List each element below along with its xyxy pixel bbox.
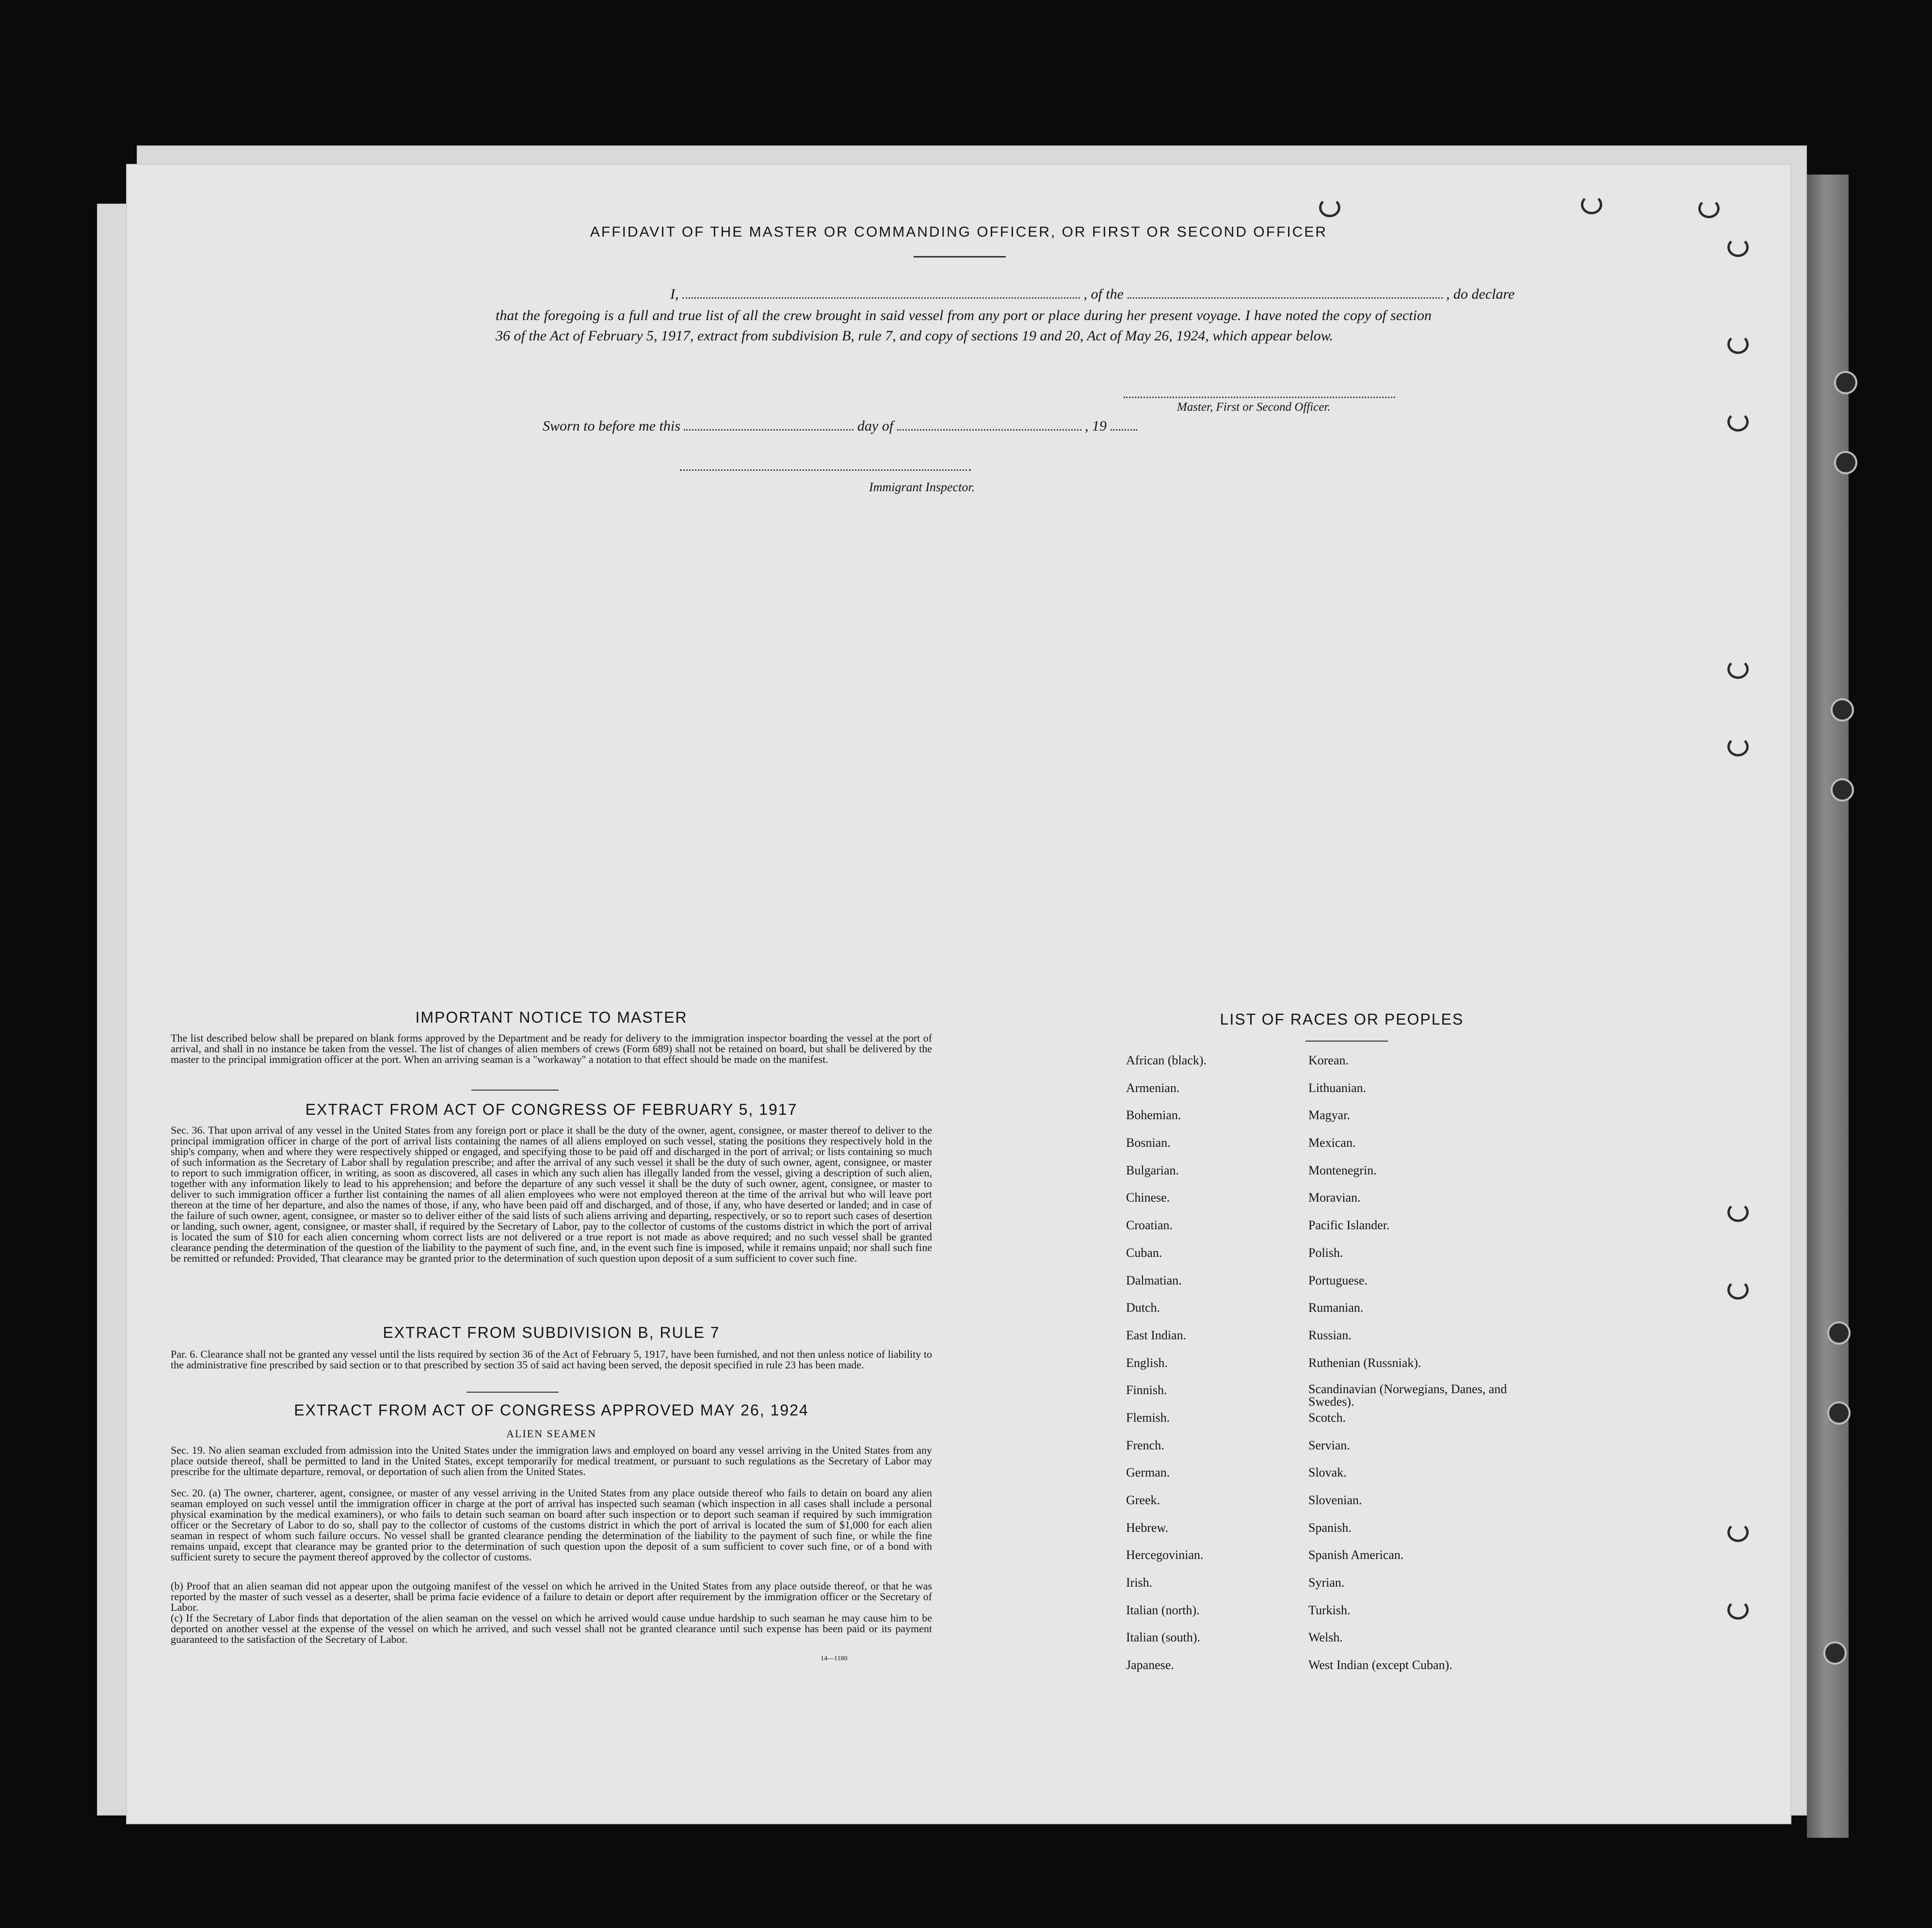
race-item: Dalmatian. bbox=[1126, 1273, 1182, 1287]
punch-hole bbox=[1827, 1321, 1851, 1345]
race-item: Welsh. bbox=[1308, 1630, 1343, 1645]
race-item: Chinese. bbox=[1126, 1190, 1170, 1205]
race-item: Armenian. bbox=[1126, 1080, 1180, 1095]
notice-title: IMPORTANT NOTICE TO MASTER bbox=[415, 1009, 688, 1026]
races-divider bbox=[1305, 1041, 1388, 1042]
document-page bbox=[127, 165, 1790, 1823]
affidavit-i-label: I, bbox=[670, 286, 679, 302]
race-item: West Indian (except Cuban). bbox=[1308, 1658, 1452, 1672]
race-item: Mexican. bbox=[1308, 1136, 1356, 1150]
race-item: Bulgarian. bbox=[1126, 1163, 1179, 1177]
race-item: French. bbox=[1126, 1438, 1164, 1452]
race-item: Dutch. bbox=[1126, 1301, 1160, 1315]
race-item: Moravian. bbox=[1308, 1190, 1361, 1205]
extract-1924-sec20a: Sec. 20. (a) The owner, charterer, agent, consignee, or master of any vessel arriving in the United States from any place outside thereof who fails to detain on board any alien seaman employed on such vessel until the immigration officer in charge at the port of arrival has inspected such seaman (which inspection in all cases shall include a personal physical examination by the medical examiners), or who fails to detain such seaman on board after such inspection or to deport such seaman if required by such immigration officer or the Secretary of Labor to do so, shall pay to the collector of customs of the customs district in which the port of arrival is located the sum of $1,000 for each alien seaman in respect of whom such failure occurs. No vessel shall be granted clearance pending the determination of the liability to the payment of such fine, or while the fine remains unpaid, except that clearance may be granted prior to the determination of such question upon the deposit of a sum sufficient to cover such fine, or of a bond with sufficient surety to secure the payment thereof approved by the collector of customs. bbox=[171, 1487, 932, 1563]
binder-strip bbox=[1807, 175, 1849, 1838]
extract-1924-subtitle: ALIEN SEAMEN bbox=[506, 1428, 596, 1440]
race-item: Rumanian. bbox=[1308, 1301, 1364, 1315]
punch-hole bbox=[1834, 451, 1857, 474]
race-item: Servian. bbox=[1308, 1438, 1350, 1452]
race-item: African (black). bbox=[1126, 1053, 1207, 1067]
extract-1924-sec20c: (c) If the Secretary of Labor finds that deportation of the alien seaman on the vessel on which he arrived would cause undue hardship to such seaman he may cause him to be deported on another vessel at the expense of the vessel on which he arrived, and such vessel shall not be granted clearance until such expense has been paid or its payment guaranteed to the satisfaction of the Secretary of Labor. bbox=[171, 1612, 932, 1645]
race-item: Bohemian. bbox=[1126, 1108, 1181, 1123]
affidavit-declaration-line bbox=[496, 286, 1567, 303]
races-right-column bbox=[1308, 1053, 1522, 1686]
day-of-label: day of bbox=[857, 418, 894, 434]
sworn-month-field[interactable] bbox=[897, 429, 1081, 431]
sworn-day-field[interactable] bbox=[684, 429, 853, 431]
race-item: Montenegrin. bbox=[1308, 1163, 1377, 1177]
affidavit-body: that the foregoing is a full and true list of all the crew brought in said vessel from any port or place during her present voyage. I have noted the copy of section 36 of the Act of February 5, 1917, extract from subdivision B, rule 7, and copy of sections 19 and 20, Act of May 26, 1924, which appear below. bbox=[496, 307, 1432, 344]
race-item: Finnish. bbox=[1126, 1383, 1167, 1398]
race-item: Portuguese. bbox=[1308, 1273, 1368, 1287]
race-item: Italian (north). bbox=[1126, 1603, 1200, 1617]
extract-rule7-title: EXTRACT FROM SUBDIVISION B, RULE 7 bbox=[383, 1324, 720, 1341]
race-item: Japanese. bbox=[1126, 1658, 1174, 1672]
race-item: Italian (south). bbox=[1126, 1630, 1201, 1645]
signature-line bbox=[1124, 397, 1395, 398]
extract-1917-text: Sec. 36. That upon arrival of any vessel in the United States from any foreign port or place it shall be the duty of the owner, agent, consignee, or master thereof to deliver to the principal immigration officer in charge of the port of arrival lists containing the names of all aliens employed on such vessel, stating the positions they respectively hold in the ship's company, when and where they were respectively shipped or engaged, and specifying those to be paid off and discharged in the port of arrival; or lists containing so much of such information as the Secretary of Labor shall by regulation prescribe; and after the arrival of any such vessel it shall be the duty of such owner, agent, consignee, or master to report to such immigration officer, in writing, as soon as discovered, all cases in which any such alien has illegally landed from the vessel, giving a description of such alien, together with any information likely to lead to his apprehension; and before the departure of any such vessel it shall be the duty of such owner, agent, consignee, or master to deliver to such immigration officer a further list containing the names of all alien employees who were not employed thereon at the time of the arrival but who will leave port thereon at the time of her departure, and also the names of those, if any, who have been paid off and discharged, and of those, if any, who have deserted or landed; and in case of the failure of such owner, agent, consignee, or master so to deliver either of the said lists of such aliens arriving and departing, respectively, or so to report such cases of desertion or landing, such owner, agent, consignee, or master shall, if required by the Secretary of Labor, pay to the collector of customs of the customs district in which the port of arrival is located the sum of $10 for each alien concerning whom correct lists are not delivered or a true report is not made as above required; and no such vessel shall be granted clearance pending the determination of the question of the liability to the payment of such fine, and, in the event such fine is imposed, while it remains unpaid; nor shall such fine be remitted or refunded: Provided, That clearance may be granted prior to the determination of such question upon deposit of a sum sufficient to cover such fine. bbox=[171, 1124, 932, 1264]
master-name-field[interactable] bbox=[682, 297, 1080, 299]
form-number: 14—1180 bbox=[821, 1655, 848, 1662]
race-item: Turkish. bbox=[1308, 1603, 1351, 1617]
race-item: Scandinavian (Norwegians, Danes, and Swedes). bbox=[1308, 1382, 1507, 1409]
affidavit-of-the-label: , of the bbox=[1083, 286, 1124, 302]
sworn-year-field[interactable] bbox=[1111, 429, 1137, 431]
race-item: Irish. bbox=[1126, 1575, 1153, 1590]
extract-1924-sec19: Sec. 19. No alien seaman excluded from admission into the United States under the immigration laws and employed on board any vessel arriving in the United States from any place outside thereof, shall be permitted to land in the United States, except temporarily for medical treatment, or pursuant to such regulations as the Secretary of Labor may prescribe for the ultimate departure, removal, or deportation of such alien from the United States. bbox=[171, 1444, 932, 1478]
race-item: Syrian. bbox=[1308, 1575, 1345, 1590]
race-item: Lithuanian. bbox=[1308, 1080, 1367, 1095]
vessel-name-field[interactable] bbox=[1127, 297, 1443, 299]
race-item: Croatian. bbox=[1126, 1218, 1173, 1233]
race-item: Polish. bbox=[1308, 1245, 1343, 1260]
race-item: Slovenian. bbox=[1308, 1493, 1362, 1507]
ring-mark bbox=[1319, 198, 1340, 217]
race-item: East Indian. bbox=[1126, 1328, 1187, 1342]
ring-mark bbox=[1727, 238, 1749, 257]
punch-hole bbox=[1831, 778, 1854, 802]
race-item: German. bbox=[1126, 1465, 1170, 1480]
affidavit-declare-label: , do declare bbox=[1446, 286, 1515, 302]
ring-mark bbox=[1727, 1523, 1749, 1542]
race-item: Russian. bbox=[1308, 1328, 1352, 1342]
race-item: Magyar. bbox=[1308, 1108, 1350, 1123]
ring-mark bbox=[1727, 737, 1749, 756]
ring-mark bbox=[1727, 335, 1749, 354]
ring-mark bbox=[1727, 1600, 1749, 1620]
race-item: Scotch. bbox=[1308, 1410, 1346, 1425]
punch-hole bbox=[1823, 1641, 1847, 1665]
notice-divider bbox=[471, 1090, 559, 1091]
ring-mark bbox=[1727, 659, 1749, 679]
race-item: Ruthenian (Russniak). bbox=[1308, 1355, 1421, 1370]
race-item: Cuban. bbox=[1126, 1245, 1162, 1260]
signature-caption: Master, First or Second Officer. bbox=[1177, 401, 1331, 414]
title-divider bbox=[914, 256, 1006, 257]
race-item: Spanish. bbox=[1308, 1520, 1352, 1535]
ring-mark bbox=[1727, 1280, 1749, 1300]
race-item: Spanish American. bbox=[1308, 1548, 1404, 1562]
race-item: Korean. bbox=[1308, 1053, 1349, 1067]
race-item: English. bbox=[1126, 1355, 1168, 1370]
race-item: Pacific Islander. bbox=[1308, 1218, 1390, 1233]
race-item: Flemish. bbox=[1126, 1410, 1170, 1425]
race-item: Hercegovinian. bbox=[1126, 1548, 1204, 1562]
sworn-line bbox=[543, 418, 1137, 434]
ring-mark bbox=[1698, 199, 1720, 218]
punch-hole bbox=[1827, 1401, 1851, 1425]
race-item: Bosnian. bbox=[1126, 1136, 1171, 1150]
ring-mark bbox=[1727, 1203, 1749, 1222]
extract-1924-sec20b: (b) Proof that an alien seaman did not appear upon the outgoing manifest of the vessel on which he arrived in the United States from any place outside thereof, or that he was reported by the master of such vessel as a deserter, shall be prima facie evidence of a failure to detain or deport after requirement by the immigration officer or the Secretary of Labor. bbox=[171, 1580, 932, 1613]
inspector-caption: Immigrant Inspector. bbox=[869, 480, 975, 494]
notice-text: The list described below shall be prepared on blank forms approved by the Department and be ready for delivery to the immigration inspector boarding the vessel at the port of arrival, and shall in no instance be taken from the vessel. The list of changes of alien members of crews (Form 689) shall not be retained on board, but shall be delivered by the master to the principal immigration officer at the port. When an arriving seaman is a "workaway" a notation to that effect should be made on the manifest. bbox=[171, 1032, 932, 1065]
extract-rule7-text: Par. 6. Clearance shall not be granted any vessel until the lists required by section 36 of the Act of February 5, 1917, have been furnished, and not then unless notice of liability to the administrative fine prescribed by said section or to that prescribed by section 35 of said act having been served, the deposit specified in rule 23 has been made. bbox=[171, 1348, 932, 1371]
punch-hole bbox=[1834, 371, 1857, 394]
affidavit-title: AFFIDAVIT OF THE MASTER OR COMMANDING OFFICER, OR FIRST OR SECOND OFFICER bbox=[590, 224, 1328, 240]
races-left-column bbox=[1126, 1053, 1301, 1686]
race-item: Slovak. bbox=[1308, 1465, 1347, 1480]
races-title: LIST OF RACES OR PEOPLES bbox=[1220, 1011, 1464, 1028]
rule7-divider bbox=[467, 1392, 559, 1393]
sworn-label: Sworn to before me this bbox=[543, 418, 680, 434]
extract-1924-title: EXTRACT FROM ACT OF CONGRESS APPROVED MAY 26, 1924 bbox=[294, 1401, 809, 1419]
year-label: , 19 bbox=[1085, 418, 1107, 434]
ring-mark bbox=[1727, 412, 1749, 432]
punch-hole bbox=[1831, 698, 1854, 722]
ring-mark bbox=[1581, 195, 1602, 214]
race-item: Hebrew. bbox=[1126, 1520, 1169, 1535]
inspector-signature-line bbox=[680, 469, 971, 471]
extract-1917-title: EXTRACT FROM ACT OF CONGRESS OF FEBRUARY 5, 1917 bbox=[305, 1101, 798, 1118]
race-item: Greek. bbox=[1126, 1493, 1160, 1507]
